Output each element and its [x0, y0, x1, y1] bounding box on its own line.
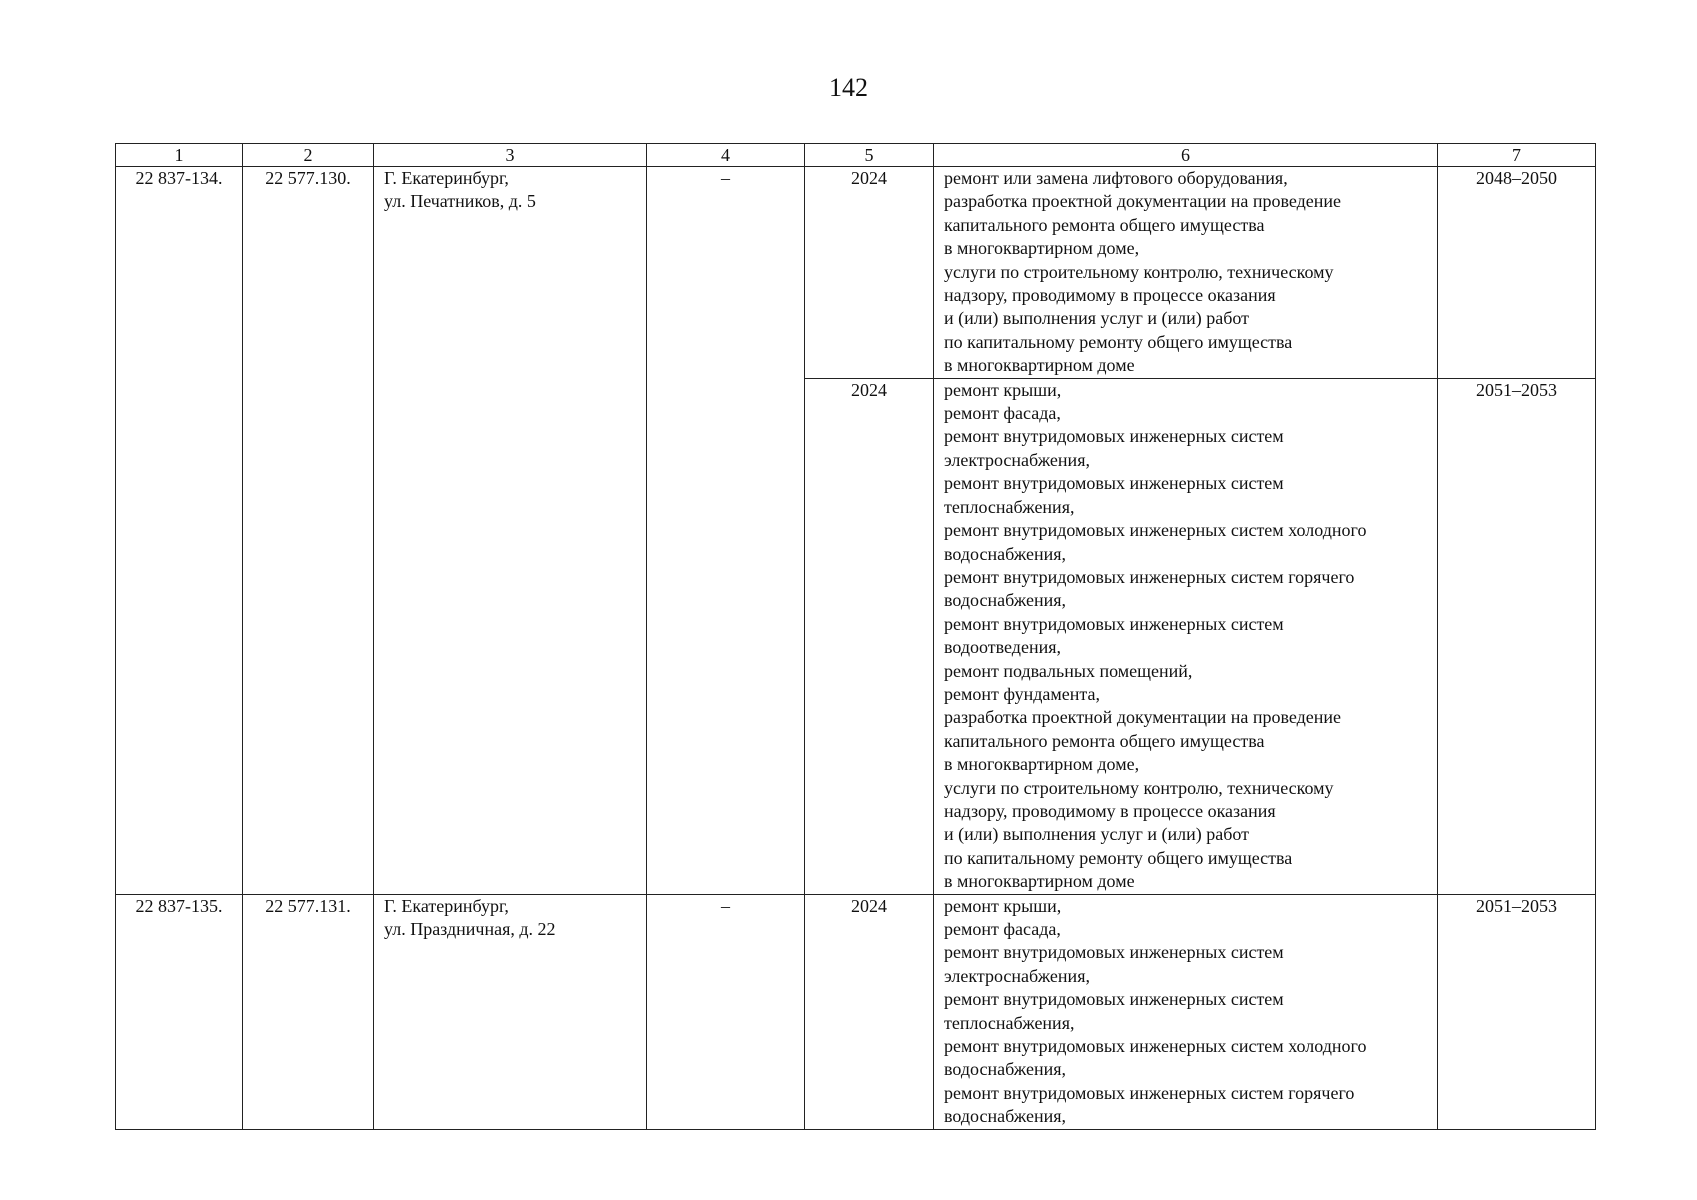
period-cell: 2051–2053 — [1438, 894, 1596, 1129]
table-body — [116, 167, 1596, 1130]
header-col-5: 5 — [805, 144, 934, 167]
period-cell: 2051–2053 — [1438, 378, 1596, 894]
year-cell: 2024 — [805, 167, 934, 379]
works-cell: ремонт крыши, ремонт фасада, ремонт внутридомовых инженерных систем электроснабжения, ремонт внутридомовых инженерных систем теплоснабжения, ремонт внутридомовых инженерных систем холодного водоснабжения, ремонт внутридомовых инженерных систем горячего водоснабжения, — [934, 894, 1438, 1129]
header-col-2: 2 — [243, 144, 374, 167]
house-number-cell: 22 577.130. — [243, 167, 374, 895]
table-row — [116, 167, 1596, 379]
table-header — [116, 144, 1596, 167]
table-row — [116, 894, 1596, 1129]
works-cell: ремонт крыши, ремонт фасада, ремонт внутридомовых инженерных систем электроснабжения, ремонт внутридомовых инженерных систем теплоснабжения, ремонт внутридомовых инженерных систем холодного водоснабжения, ремонт внутридомовых инженерных систем горячего водоснабжения, ремонт внутридомовых инженерных систем водоотведения, ремонт подвальных помещений, ремонт фундамента, разработка проектной документации на проведение капитального ремонта общего имущества в многоквартирном доме, услуги по строительному контролю, техническому надзору, проводимому в процессе оказания и (или) выполнения услуг и (или) работ по капитальному ремонту общего имущества в многоквартирном доме — [934, 378, 1438, 894]
col4-cell: – — [647, 167, 805, 895]
record-number-cell: 22 837-134. — [116, 167, 243, 895]
header-row — [116, 144, 1596, 167]
header-col-3: 3 — [374, 144, 647, 167]
year-cell: 2024 — [805, 894, 934, 1129]
house-number-cell: 22 577.131. — [243, 894, 374, 1129]
work-schedule-table — [115, 143, 1596, 1130]
record-number-cell: 22 837-135. — [116, 894, 243, 1129]
works-cell: ремонт или замена лифтового оборудования, разработка проектной документации на проведение капитального ремонта общего имущества в многоквартирном доме, услуги по строительному контролю, техническому надзору, проводимому в процессе оказания и (или) выполнения услуг и (или) работ по капитальному ремонту общего имущества в многоквартирном доме — [934, 167, 1438, 379]
header-col-6: 6 — [934, 144, 1438, 167]
header-col-1: 1 — [116, 144, 243, 167]
col4-cell: – — [647, 894, 805, 1129]
header-col-7: 7 — [1438, 144, 1596, 167]
year-cell: 2024 — [805, 378, 934, 894]
page-number: 142 — [829, 73, 868, 102]
header-col-4: 4 — [647, 144, 805, 167]
address-cell: Г. Екатеринбург, ул. Праздничная, д. 22 — [374, 894, 647, 1129]
period-cell: 2048–2050 — [1438, 167, 1596, 379]
address-cell: Г. Екатеринбург, ул. Печатников, д. 5 — [374, 167, 647, 895]
